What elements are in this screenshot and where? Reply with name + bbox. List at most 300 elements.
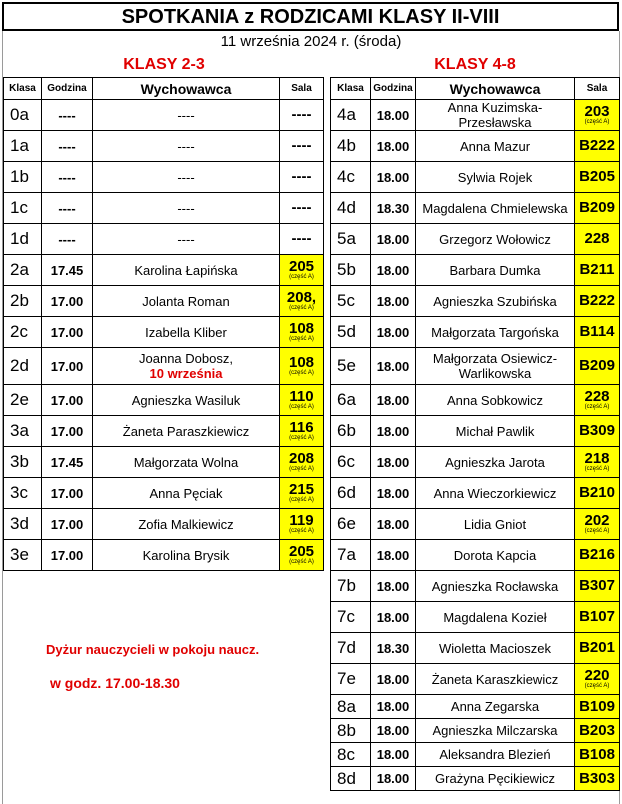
- header-klasa: Klasa: [4, 78, 42, 100]
- time-cell: 18.00: [371, 695, 416, 719]
- table-header-row: [4, 78, 324, 100]
- time-cell: 17.00: [42, 317, 93, 348]
- room-cell: [280, 509, 324, 540]
- table-row: [4, 100, 324, 131]
- room-part-note: (część A): [584, 465, 610, 472]
- class-cell: 1d: [4, 224, 42, 255]
- teacher-cell: [416, 416, 575, 447]
- room-number: 108: [288, 353, 315, 371]
- teacher-cell: [416, 385, 575, 416]
- room-number: B307: [579, 577, 615, 594]
- room-number: ----: [291, 199, 312, 216]
- teacher-name: Żaneta Paraszkiewicz: [122, 423, 250, 439]
- teacher-name: Grażyna Pęcikiewicz: [435, 771, 555, 786]
- table-row: [331, 416, 620, 447]
- class-cell: 8c: [331, 743, 371, 767]
- teacher-name: ----: [177, 169, 195, 185]
- teacher-name: Lidia Gniot: [463, 516, 527, 532]
- table-row: [331, 193, 620, 224]
- class-cell: 2b: [4, 286, 42, 317]
- class-cell: 8b: [331, 719, 371, 743]
- teacher-name: Agnieszka Szubińska: [433, 293, 557, 309]
- teacher-cell: [416, 162, 575, 193]
- room-number: 108: [288, 319, 315, 337]
- teacher-name: Izabella Kliber: [145, 324, 227, 340]
- time-cell: 17.00: [42, 348, 93, 385]
- teacher-cell: [93, 100, 280, 131]
- teacher-cell: [93, 385, 280, 416]
- teacher-note: 10 września: [149, 366, 223, 381]
- teacher-name: Małgorzata Wolna: [133, 454, 239, 470]
- teacher-cell: [416, 571, 575, 602]
- time-cell: 18.00: [371, 162, 416, 193]
- room-number: 208: [288, 449, 315, 467]
- room-cell: [280, 162, 324, 193]
- teacher-name: Dorota Kapcia: [453, 547, 537, 563]
- room-cell: [575, 255, 620, 286]
- teacher-cell: [416, 664, 575, 695]
- table-row: [4, 540, 324, 571]
- class-cell: 7b: [331, 571, 371, 602]
- time-cell: 18.00: [371, 719, 416, 743]
- teacher-cell: [416, 317, 575, 348]
- room-cell: [575, 664, 620, 695]
- table-row: [331, 162, 620, 193]
- teacher-name: ----: [177, 138, 195, 154]
- room-cell: [575, 571, 620, 602]
- room-number: B108: [579, 745, 615, 763]
- teacher-cell: [93, 509, 280, 540]
- teacher-name: Joanna Dobosz,: [139, 351, 233, 366]
- class-cell: 3c: [4, 478, 42, 509]
- teacher-name: Wioletta Macioszek: [439, 640, 551, 656]
- room-cell: [575, 633, 620, 664]
- time-cell: 18.30: [371, 193, 416, 224]
- room-number: B211: [579, 261, 615, 278]
- room-number: 228: [584, 387, 610, 405]
- room-part-note: (część A): [584, 682, 610, 689]
- room-cell: [575, 385, 620, 416]
- class-cell: 7d: [331, 633, 371, 664]
- table-header-row: [331, 78, 620, 100]
- teacher-name: Jolanta Roman: [142, 293, 230, 309]
- teacher-cell: [416, 193, 575, 224]
- teacher-name: Anna Mazur: [459, 138, 531, 154]
- table-row: [4, 131, 324, 162]
- class-cell: 3d: [4, 509, 42, 540]
- teacher-name: Barbara Dumka: [449, 262, 541, 278]
- room-number: 220: [584, 666, 610, 684]
- room-part-note: (część A): [289, 304, 314, 311]
- teacher-name: Magdalena Kozieł: [443, 609, 547, 625]
- class-cell: 4c: [331, 162, 371, 193]
- time-cell: 17.00: [42, 478, 93, 509]
- teacher-cell: [416, 286, 575, 317]
- time-cell: ----: [42, 162, 93, 193]
- room-part-note: (część A): [289, 403, 314, 410]
- class-cell: 8d: [331, 767, 371, 791]
- table-row: [331, 695, 620, 719]
- time-cell: 17.00: [42, 385, 93, 416]
- room-cell: [575, 131, 620, 162]
- time-cell: 17.45: [42, 447, 93, 478]
- room-cell: [280, 416, 324, 447]
- teacher-name: Magdalena Chmielewska: [422, 200, 568, 216]
- time-cell: 18.00: [371, 385, 416, 416]
- class-cell: 3b: [4, 447, 42, 478]
- time-cell: 18.00: [371, 509, 416, 540]
- time-cell: 18.00: [371, 478, 416, 509]
- teacher-cell: [416, 224, 575, 255]
- table-row: [4, 193, 324, 224]
- room-cell: [280, 540, 324, 571]
- room-number: B210: [579, 484, 615, 501]
- time-cell: 18.00: [371, 447, 416, 478]
- teacher-name: Karolina Brysik: [142, 547, 230, 563]
- teacher-name: ----: [177, 200, 195, 216]
- room-number: 208,: [286, 288, 317, 306]
- class-cell: 1a: [4, 131, 42, 162]
- teacher-name: Małgorzata Osiewicz-Warlikowska: [432, 351, 558, 381]
- table-row: [331, 767, 620, 791]
- time-cell: ----: [42, 224, 93, 255]
- right-section-heading: KLASY 4-8: [434, 56, 516, 73]
- class-cell: 2e: [4, 385, 42, 416]
- room-cell: [280, 385, 324, 416]
- teacher-cell: [93, 255, 280, 286]
- teacher-name: Anna Wieczorkiewicz: [433, 485, 557, 501]
- room-cell: [575, 602, 620, 633]
- table-row: [4, 255, 324, 286]
- room-number: 218: [584, 449, 610, 467]
- room-number: 110: [289, 387, 314, 405]
- class-cell: 5e: [331, 348, 371, 385]
- teacher-cell: [93, 416, 280, 447]
- room-part-note: (część A): [289, 273, 314, 280]
- table-row: [331, 348, 620, 385]
- table-row: [331, 286, 620, 317]
- table-row: [331, 571, 620, 602]
- time-cell: 18.00: [371, 317, 416, 348]
- teacher-name: Aleksandra Blezień: [439, 747, 551, 762]
- time-cell: 18.00: [371, 767, 416, 791]
- time-cell: 18.00: [371, 743, 416, 767]
- table-row: [4, 509, 324, 540]
- teacher-cell: [416, 540, 575, 571]
- teacher-name: Anna Kuzimska-Przesławska: [447, 100, 543, 130]
- class-cell: 8a: [331, 695, 371, 719]
- room-cell: [575, 224, 620, 255]
- class-cell: 5c: [331, 286, 371, 317]
- room-number: ----: [291, 230, 312, 247]
- teacher-name: Agnieszka Wasiluk: [131, 392, 241, 408]
- right-schedule-table: [330, 77, 620, 791]
- room-number: B205: [579, 168, 615, 185]
- room-cell: [280, 478, 324, 509]
- teacher-name: Anna Sobkowicz: [446, 392, 544, 408]
- room-cell: [280, 317, 324, 348]
- table-row: [331, 743, 620, 767]
- teacher-name: Zofia Malkiewicz: [138, 516, 234, 532]
- room-number: 202: [584, 511, 610, 529]
- room-number: B303: [579, 769, 615, 787]
- time-cell: 18.00: [371, 286, 416, 317]
- teacher-cell: [416, 131, 575, 162]
- room-number: ----: [291, 106, 312, 123]
- room-cell: [280, 447, 324, 478]
- room-number: 228: [584, 230, 610, 247]
- time-cell: 17.45: [42, 255, 93, 286]
- room-number: B209: [579, 199, 615, 216]
- teacher-name: Anna Pęciak: [149, 485, 223, 501]
- room-cell: [280, 100, 324, 131]
- teacher-cell: [416, 100, 575, 131]
- room-part-note: (część A): [289, 335, 314, 342]
- room-cell: [280, 255, 324, 286]
- table-row: [4, 286, 324, 317]
- room-cell: [575, 286, 620, 317]
- teacher-cell: [93, 286, 280, 317]
- class-cell: 1b: [4, 162, 42, 193]
- table-row: [331, 131, 620, 162]
- class-cell: 5a: [331, 224, 371, 255]
- teacher-name: ----: [177, 107, 195, 123]
- teacher-cell: [416, 509, 575, 540]
- room-cell: [280, 193, 324, 224]
- class-cell: 5d: [331, 317, 371, 348]
- class-cell: 2a: [4, 255, 42, 286]
- table-row: [331, 509, 620, 540]
- time-cell: ----: [42, 100, 93, 131]
- room-part-note: (część A): [289, 558, 314, 565]
- room-number: ----: [291, 168, 312, 185]
- teacher-name: Sylwia Rojek: [457, 169, 533, 185]
- teacher-cell: [93, 224, 280, 255]
- table-row: [331, 317, 620, 348]
- time-cell: 17.00: [42, 416, 93, 447]
- room-cell: [575, 767, 620, 791]
- room-part-note: (część A): [289, 434, 314, 441]
- teacher-cell: [93, 540, 280, 571]
- room-cell: [575, 478, 620, 509]
- table-row: [4, 385, 324, 416]
- room-cell: [575, 348, 620, 385]
- header-sala: Sala: [575, 78, 620, 100]
- room-cell: [575, 193, 620, 224]
- room-part-note: (część A): [584, 403, 610, 410]
- time-cell: ----: [42, 131, 93, 162]
- class-cell: 6d: [331, 478, 371, 509]
- table-row: [4, 416, 324, 447]
- header-sala: Sala: [280, 78, 324, 100]
- room-part-note: (część A): [289, 465, 314, 472]
- table-row: [331, 478, 620, 509]
- room-part-note: (część A): [289, 496, 314, 503]
- room-cell: [575, 317, 620, 348]
- teacher-cell: [93, 162, 280, 193]
- teacher-name: Agnieszka Milczarska: [432, 723, 558, 738]
- room-cell: [575, 540, 620, 571]
- left-section-heading: KLASY 2-3: [123, 56, 205, 73]
- class-cell: 5b: [331, 255, 371, 286]
- left-schedule-table: [3, 77, 324, 571]
- room-cell: [280, 286, 324, 317]
- teacher-cell: [416, 633, 575, 664]
- meeting-date: 11 września 2024 r. (środa): [220, 33, 402, 50]
- room-cell: [575, 162, 620, 193]
- room-number: B309: [579, 422, 615, 439]
- teacher-name: ----: [177, 231, 195, 247]
- room-cell: [575, 695, 620, 719]
- table-row: [4, 478, 324, 509]
- teacher-name: Agnieszka Jarota: [445, 454, 545, 470]
- time-cell: 18.00: [371, 255, 416, 286]
- teacher-cell: [93, 317, 280, 348]
- room-number: B114: [579, 323, 615, 340]
- room-number: 205: [288, 542, 315, 560]
- table-row: [4, 447, 324, 478]
- table-row: [4, 224, 324, 255]
- room-number: 215: [288, 480, 315, 498]
- time-cell: 18.00: [371, 602, 416, 633]
- table-row: [331, 719, 620, 743]
- time-cell: 17.00: [42, 509, 93, 540]
- class-cell: 2c: [4, 317, 42, 348]
- class-cell: 6a: [331, 385, 371, 416]
- teacher-cell: [416, 767, 575, 791]
- room-cell: [280, 348, 324, 385]
- teacher-cell: [416, 602, 575, 633]
- room-number: 205: [288, 257, 315, 275]
- room-part-note: (część A): [289, 527, 314, 534]
- time-cell: 18.00: [371, 540, 416, 571]
- teacher-cell: [416, 719, 575, 743]
- class-cell: 7e: [331, 664, 371, 695]
- table-row: [331, 100, 620, 131]
- class-cell: 6c: [331, 447, 371, 478]
- duty-note-line2: w godz. 17.00-18.30: [50, 675, 180, 691]
- room-number: B209: [579, 357, 615, 374]
- class-cell: 1c: [4, 193, 42, 224]
- table-row: [4, 348, 324, 385]
- time-cell: 18.30: [371, 633, 416, 664]
- teacher-cell: [93, 348, 280, 385]
- room-cell: [575, 100, 620, 131]
- teacher-cell: [93, 131, 280, 162]
- room-cell: [575, 509, 620, 540]
- class-cell: 2d: [4, 348, 42, 385]
- header-godzina: Godzina: [371, 78, 416, 100]
- header-wychowawca: Wychowawca: [93, 78, 280, 100]
- time-cell: 17.00: [42, 540, 93, 571]
- room-cell: [575, 447, 620, 478]
- room-part-note: (część A): [584, 527, 610, 534]
- time-cell: 18.00: [371, 224, 416, 255]
- class-cell: 4a: [331, 100, 371, 131]
- time-cell: 17.00: [42, 286, 93, 317]
- table-row: [331, 540, 620, 571]
- time-cell: 18.00: [371, 100, 416, 131]
- teacher-cell: [416, 695, 575, 719]
- teacher-cell: [93, 193, 280, 224]
- class-cell: 7c: [331, 602, 371, 633]
- room-cell: [575, 416, 620, 447]
- time-cell: 18.00: [371, 348, 416, 385]
- table-row: [4, 317, 324, 348]
- teacher-cell: [416, 743, 575, 767]
- room-number: ----: [291, 137, 312, 154]
- class-cell: 4b: [331, 131, 371, 162]
- page-title: SPOTKANIA z RODZICAMI KLASY II-VIII: [2, 2, 619, 31]
- teacher-name: Anna Zegarska: [450, 699, 540, 714]
- teacher-name: Żaneta Karaszkiewicz: [431, 671, 559, 687]
- room-number: B222: [579, 292, 615, 309]
- room-cell: [575, 719, 620, 743]
- time-cell: ----: [42, 193, 93, 224]
- class-cell: 6e: [331, 509, 371, 540]
- class-cell: 7a: [331, 540, 371, 571]
- class-cell: 0a: [4, 100, 42, 131]
- teacher-cell: [416, 348, 575, 385]
- teacher-name: Grzegorz Wołowicz: [439, 231, 551, 247]
- room-cell: [280, 224, 324, 255]
- header-klasa: Klasa: [331, 78, 371, 100]
- header-godzina: Godzina: [42, 78, 93, 100]
- table-row: [331, 224, 620, 255]
- room-number: B107: [579, 608, 615, 625]
- class-cell: 3e: [4, 540, 42, 571]
- teacher-name: Małgorzata Targońska: [431, 324, 559, 340]
- room-number: B203: [579, 721, 615, 739]
- time-cell: 18.00: [371, 571, 416, 602]
- table-row: [331, 447, 620, 478]
- room-number: B216: [579, 546, 615, 563]
- time-cell: 18.00: [371, 131, 416, 162]
- class-cell: 4d: [331, 193, 371, 224]
- table-row: [331, 633, 620, 664]
- teacher-cell: [93, 478, 280, 509]
- room-number: B201: [579, 639, 615, 656]
- teacher-cell: [416, 255, 575, 286]
- teacher-name: Karolina Łapińska: [134, 262, 238, 278]
- teacher-cell: [416, 478, 575, 509]
- header-wychowawca: Wychowawca: [416, 78, 575, 100]
- teacher-name: Michał Pawlik: [455, 423, 535, 439]
- room-cell: [575, 743, 620, 767]
- class-cell: 3a: [4, 416, 42, 447]
- table-row: [331, 664, 620, 695]
- time-cell: 18.00: [371, 664, 416, 695]
- room-number: B222: [579, 137, 615, 154]
- teacher-cell: [416, 447, 575, 478]
- duty-note-line1: Dyżur nauczycieli w pokoju naucz.: [46, 642, 260, 657]
- class-cell: 6b: [331, 416, 371, 447]
- table-row: [331, 385, 620, 416]
- time-cell: 18.00: [371, 416, 416, 447]
- table-row: [331, 602, 620, 633]
- room-number: 203: [584, 102, 610, 120]
- table-row: [4, 162, 324, 193]
- room-number: B109: [579, 697, 615, 715]
- teacher-name: Agnieszka Rocławska: [431, 578, 559, 594]
- teacher-cell: [93, 447, 280, 478]
- room-cell: [280, 131, 324, 162]
- room-number: 116: [289, 418, 314, 436]
- room-part-note: (część A): [289, 369, 314, 376]
- room-part-note: (część A): [584, 118, 610, 125]
- room-number: 119: [289, 511, 314, 529]
- table-row: [331, 255, 620, 286]
